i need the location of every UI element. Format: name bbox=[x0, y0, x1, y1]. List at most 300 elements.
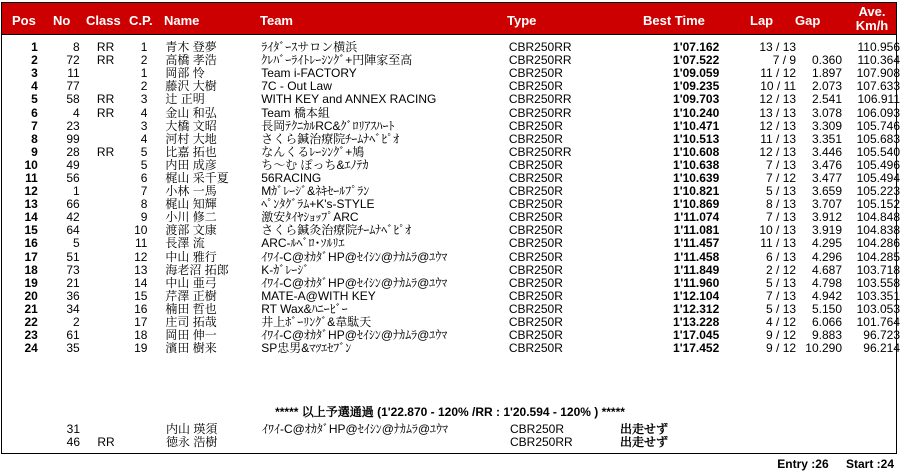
cell-best: 1'10.608 bbox=[673, 145, 720, 159]
cell-cp: 5 bbox=[140, 158, 148, 172]
cell-name: 中山 雅行 bbox=[165, 250, 217, 264]
table-row bbox=[0, 316, 900, 329]
cell-cls bbox=[80, 185, 132, 198]
cell-spacer bbox=[132, 423, 148, 436]
col-gap-header: Gap bbox=[795, 13, 821, 28]
cell-pos: 3 bbox=[31, 67, 38, 81]
cell-name: 梶山 知輝 bbox=[165, 198, 217, 212]
cell-pos: 18 bbox=[24, 263, 38, 277]
cell-spacer bbox=[147, 133, 165, 146]
cell-best: 1'10.240 bbox=[673, 106, 720, 120]
cell-gap: 9.883 bbox=[811, 329, 842, 343]
cell-spacer bbox=[147, 277, 165, 290]
cell-spacer bbox=[147, 224, 165, 237]
cell-cls bbox=[80, 120, 132, 133]
cell-ave: 101.764 bbox=[856, 315, 900, 330]
cell-type: CBR250RR bbox=[508, 145, 572, 159]
cell-cp: 4 bbox=[140, 106, 148, 120]
cell-lap: 7 / 13 bbox=[766, 211, 797, 225]
dns-row bbox=[0, 423, 721, 436]
cell-team: さくら鍼治療院ﾁｰﾑﾅﾍﾞﾋﾟｵ bbox=[261, 132, 400, 146]
cell-type: CBR250R bbox=[508, 171, 563, 185]
cell-spacer bbox=[147, 67, 165, 80]
cell-best: 1'11.074 bbox=[673, 211, 720, 225]
cell-team: ｸﾚﾊﾞｰﾗｲﾄﾚｰｼﾝｸﾞ+円陣家至高 bbox=[261, 54, 413, 68]
cell-no: 46 bbox=[66, 436, 80, 450]
cell-team: Team 橋本組 bbox=[261, 106, 330, 120]
cell-cp: 16 bbox=[134, 302, 148, 316]
cell-gap: 4.295 bbox=[811, 237, 842, 251]
cell-name: 楠田 哲也 bbox=[165, 302, 217, 316]
cell-gap bbox=[796, 41, 842, 54]
cell-no: 35 bbox=[66, 342, 80, 356]
cell-gap: 4.687 bbox=[811, 263, 842, 277]
cell-name: 内田 成彦 bbox=[165, 158, 217, 172]
cell-no: 21 bbox=[66, 276, 80, 290]
cell-team: MATE-A@WITH KEY bbox=[261, 289, 376, 303]
cell-name: 岡田 伸一 bbox=[165, 329, 217, 343]
table-row bbox=[0, 237, 900, 250]
cell-lap: 5 / 13 bbox=[766, 185, 797, 199]
cell-cls bbox=[80, 423, 132, 436]
cell-gap: 3.309 bbox=[811, 119, 842, 133]
cell-best: 1'13.228 bbox=[673, 315, 720, 330]
cell-lap: 4 / 12 bbox=[766, 315, 797, 330]
cell-gap: 3.078 bbox=[811, 106, 842, 120]
table-row bbox=[0, 342, 900, 355]
cell-best: 1'12.312 bbox=[673, 302, 720, 316]
cell-name: 長澤 流 bbox=[165, 237, 205, 251]
start-count: Start :24 bbox=[845, 457, 894, 471]
cell-ave: 105.683 bbox=[856, 132, 900, 146]
cell-cls bbox=[80, 290, 132, 303]
cell-best: 1'10.471 bbox=[673, 119, 720, 133]
cell-cp: 7 bbox=[140, 185, 148, 199]
cell-team: 井上ﾎﾞｰﾘﾝｸﾞ&韋駄天 bbox=[261, 315, 372, 330]
cell-type: CBR250R bbox=[508, 185, 563, 199]
cell-best: 1'17.045 bbox=[673, 329, 720, 343]
cell-cls bbox=[80, 316, 132, 329]
cell-no: 1 bbox=[73, 185, 80, 199]
cell-pos: 22 bbox=[24, 315, 38, 330]
cell-pos: 13 bbox=[24, 198, 38, 212]
col-lap-header: Lap bbox=[750, 13, 774, 28]
col-ave-header: Ave. Km/h bbox=[855, 4, 889, 33]
cell-spacer bbox=[147, 316, 165, 329]
dns-table bbox=[0, 423, 721, 449]
cell-cp: 6 bbox=[140, 171, 148, 185]
cell-ave: 107.908 bbox=[856, 67, 900, 81]
cell-gap: 0.360 bbox=[811, 54, 842, 68]
cell-lap: 6 / 13 bbox=[766, 250, 797, 264]
cell-gap: 3.476 bbox=[811, 158, 842, 172]
cell-pos: 16 bbox=[24, 237, 38, 251]
cell-no: 72 bbox=[66, 54, 80, 68]
cell-ave: 103.718 bbox=[856, 263, 900, 277]
cell-no: 8 bbox=[73, 41, 80, 55]
table-row bbox=[0, 106, 900, 119]
cell-spacer bbox=[147, 290, 165, 303]
cell-no: 66 bbox=[66, 198, 80, 212]
cell-name: 渡部 文康 bbox=[165, 224, 217, 238]
cell-cp: 9 bbox=[140, 211, 148, 225]
cell-type: CBR250R bbox=[510, 423, 565, 437]
cell-spacer bbox=[147, 211, 165, 224]
cell-cls: RR bbox=[96, 41, 115, 55]
qualify-note: ***** 以上予選通過 (1'22.870 - 120% /RR : 1'20.594 - 120% ) ***** bbox=[275, 405, 625, 419]
cell-cp: 12 bbox=[134, 250, 148, 264]
cell-type: CBR250R bbox=[508, 237, 563, 251]
cell-name: 比嘉 拓也 bbox=[165, 145, 217, 159]
table-row bbox=[0, 146, 900, 159]
table-row bbox=[0, 329, 900, 342]
cell-spacer bbox=[147, 172, 165, 185]
cell-best: 1'11.849 bbox=[673, 263, 720, 277]
cell-name: 庄司 拓哉 bbox=[165, 315, 217, 330]
cell-cp: 5 bbox=[140, 145, 148, 159]
cell-no: 42 bbox=[66, 211, 80, 225]
cell-pos: 10 bbox=[24, 158, 38, 172]
cell-gap: 3.446 bbox=[811, 145, 842, 159]
cell-team: ｲﾜｲ-C@ｵｶﾀﾞHP@ｾｲｼﾝ@ﾅｶﾑﾗ@ﾕｳﾏ bbox=[261, 250, 448, 264]
cell-pos: 2 bbox=[31, 54, 38, 68]
cell-pos: 12 bbox=[24, 185, 38, 199]
cell-cls bbox=[80, 133, 132, 146]
cell-team: Mｶﾞﾚｰｼﾞ&ﾈｷｾｰﾙﾌﾟﾗﾝ bbox=[261, 185, 370, 199]
cell-spacer bbox=[147, 80, 165, 93]
cell-best: 1'11.458 bbox=[673, 250, 720, 264]
entry-summary bbox=[763, 457, 894, 471]
cell-cp: 10 bbox=[134, 224, 148, 238]
cell-cls bbox=[80, 342, 132, 355]
cell-no: 2 bbox=[73, 315, 80, 330]
cell-type: CBR250R bbox=[508, 224, 563, 238]
cell-spacer bbox=[147, 303, 165, 316]
cell-no: 99 bbox=[66, 132, 80, 146]
cell-cp: 19 bbox=[134, 342, 148, 356]
cell-ave: 103.558 bbox=[856, 276, 900, 290]
cell-team: ARC-ﾙﾍﾞﾛ･ｿﾙﾘｴ bbox=[261, 237, 345, 251]
col-name-header: Name bbox=[164, 13, 200, 28]
cell-cls bbox=[80, 198, 132, 211]
cell-lap: 11 / 13 bbox=[760, 132, 797, 146]
cell-lap: 10 / 11 bbox=[760, 80, 797, 94]
cell-lap: 7 / 13 bbox=[766, 289, 797, 303]
cell-no: 64 bbox=[66, 224, 80, 238]
cell-no: 73 bbox=[66, 263, 80, 277]
cell-pos: 24 bbox=[24, 342, 38, 356]
cell-best: 1'17.452 bbox=[673, 342, 720, 356]
table-row bbox=[0, 54, 900, 67]
cell-no: 49 bbox=[66, 158, 80, 172]
cell-best: 1'11.081 bbox=[673, 224, 720, 238]
cell-pos: 19 bbox=[24, 276, 38, 290]
cell-pos: 1 bbox=[31, 41, 38, 55]
col-pos-header: Pos bbox=[12, 13, 36, 28]
cell-ave: 104.286 bbox=[856, 237, 900, 251]
cell-gap: 5.150 bbox=[811, 302, 842, 316]
cell-no: 51 bbox=[66, 250, 80, 264]
col-cp-header: C.P. bbox=[129, 13, 153, 28]
col-best-header: Best Time bbox=[643, 13, 705, 28]
cell-cls bbox=[80, 67, 132, 80]
cell-no: 11 bbox=[67, 67, 80, 81]
cell-name: 藤沢 大樹 bbox=[165, 80, 217, 94]
cell-gap: 4.296 bbox=[811, 250, 842, 264]
cell-type: CBR250R bbox=[508, 315, 563, 330]
cell-cp: 15 bbox=[134, 289, 148, 303]
cell-cls bbox=[80, 251, 132, 264]
cell-no: 56 bbox=[66, 171, 80, 185]
results-table bbox=[0, 41, 900, 355]
cell-ave: 103.053 bbox=[856, 302, 900, 316]
cell-pos: 8 bbox=[31, 132, 38, 146]
cell-name: 徳永 浩樹 bbox=[166, 436, 218, 450]
cell-ave: 106.911 bbox=[857, 93, 900, 107]
cell-type: CBR250R bbox=[508, 302, 563, 316]
cell-type: CBR250RR bbox=[508, 54, 572, 68]
cell-type: CBR250RR bbox=[510, 436, 573, 450]
cell-cp: 1 bbox=[140, 67, 148, 81]
cell-spacer bbox=[0, 423, 38, 436]
cell-cp: 8 bbox=[140, 198, 148, 212]
cell-team: なんくるﾚｰｼﾝｸﾞ+鳩 bbox=[261, 145, 365, 159]
col-type-header: Type bbox=[507, 13, 537, 28]
cell-no: 77 bbox=[66, 80, 80, 94]
cell-lap: 7 / 13 bbox=[766, 158, 797, 172]
cell-cp: 14 bbox=[134, 276, 148, 290]
cell-cp: 13 bbox=[134, 263, 148, 277]
cell-type: CBR250R bbox=[508, 132, 563, 146]
cell-type: CBR250R bbox=[508, 67, 563, 81]
cell-cp: 18 bbox=[134, 329, 148, 343]
cell-team: 7C - Out Law bbox=[261, 80, 332, 94]
table-row bbox=[0, 211, 900, 224]
col-no-header: No bbox=[53, 13, 71, 28]
cell-name: 高橋 孝浩 bbox=[165, 54, 217, 68]
table-row bbox=[0, 80, 900, 93]
cell-no: 58 bbox=[66, 93, 80, 107]
cell-team: ﾗｲﾀﾞｰｽサロン横浜 bbox=[261, 41, 358, 55]
cell-ave: 106.093 bbox=[856, 106, 900, 120]
cell-cp: 3 bbox=[140, 119, 148, 133]
cell-lap: 12 / 13 bbox=[759, 145, 797, 159]
cell-gap: 1.897 bbox=[811, 67, 842, 81]
dns-row bbox=[0, 436, 721, 449]
cell-cp: 3 bbox=[140, 93, 148, 107]
cell-gap: 4.942 bbox=[811, 289, 842, 303]
cell-type: CBR250R bbox=[508, 250, 563, 264]
cell-ave: 105.540 bbox=[856, 145, 900, 159]
cell-cp: 11 bbox=[135, 237, 148, 251]
cell-gap: 2.073 bbox=[811, 80, 842, 94]
cell-type: CBR250R bbox=[508, 119, 563, 133]
cell-lap: 8 / 13 bbox=[766, 198, 797, 212]
cell-no: 34 bbox=[66, 302, 80, 316]
cell-best: 1'11.960 bbox=[673, 276, 720, 290]
cell-cls: RR bbox=[97, 436, 115, 450]
cell-spacer bbox=[147, 329, 165, 342]
cell-lap: 10 / 13 bbox=[759, 224, 797, 238]
cell-team: ｲﾜｲ-C@ｵｶﾀﾞHP@ｾｲｼﾝ@ﾅｶﾑﾗ@ﾕｳﾏ bbox=[262, 423, 449, 437]
table-row bbox=[0, 198, 900, 211]
cell-type: CBR250R bbox=[508, 342, 563, 356]
cell-type: CBR250R bbox=[508, 80, 563, 94]
cell-spacer bbox=[147, 237, 165, 250]
cell-cls bbox=[80, 329, 132, 342]
cell-pos: 23 bbox=[24, 329, 38, 343]
cell-type: CBR250R bbox=[508, 198, 563, 212]
cell-cls bbox=[80, 80, 132, 93]
cell-team: 激安ﾀｲﾔｼｮｯﾌﾟARC bbox=[261, 211, 359, 225]
cell-pos: 15 bbox=[24, 224, 38, 238]
cell-best: 1'07.522 bbox=[673, 54, 720, 68]
table-row bbox=[0, 277, 900, 290]
cell-name: 内山 瑛須 bbox=[166, 423, 218, 437]
cell-cp: 17 bbox=[134, 315, 148, 330]
cell-spacer bbox=[148, 423, 166, 436]
cell-name: 濱田 樹来 bbox=[165, 342, 217, 356]
cell-best: 1'10.821 bbox=[673, 185, 720, 199]
cell-spacer bbox=[147, 198, 165, 211]
table-row bbox=[0, 172, 900, 185]
cell-pos: 21 bbox=[24, 302, 38, 316]
cell-name: 中山 亜弓 bbox=[165, 276, 217, 290]
cell-spacer bbox=[132, 436, 148, 449]
col-class-header: Class bbox=[86, 13, 121, 28]
cell-gap: 3.351 bbox=[811, 132, 842, 146]
cell-ave: 107.633 bbox=[856, 80, 900, 94]
cell-lap: 2 / 12 bbox=[766, 263, 797, 277]
cell-type: CBR250R bbox=[508, 211, 563, 225]
cell-gap: 3.912 bbox=[811, 211, 842, 225]
cell-no: 5 bbox=[73, 237, 80, 251]
cell-cls: RR bbox=[96, 145, 115, 159]
cell-ave: 110.364 bbox=[857, 54, 900, 68]
cell-best: 1'09.235 bbox=[673, 80, 720, 94]
cell-best: 1'10.513 bbox=[673, 132, 720, 146]
cell-best: 1'12.104 bbox=[673, 289, 720, 303]
cell-ave: 104.285 bbox=[856, 250, 900, 264]
cell-spacer bbox=[147, 54, 165, 67]
cell-type: CBR250RR bbox=[508, 106, 572, 120]
cell-ave: 105.746 bbox=[856, 119, 900, 133]
cell-spacer bbox=[147, 159, 165, 172]
cell-spacer bbox=[147, 93, 165, 106]
table-row bbox=[0, 185, 900, 198]
cell-spacer bbox=[0, 436, 38, 449]
cell-pos: 20 bbox=[24, 289, 38, 303]
cell-type: CBR250R bbox=[508, 276, 563, 290]
cell-gap: 3.659 bbox=[811, 185, 842, 199]
cell-status: 出走せず bbox=[620, 423, 669, 437]
table-row bbox=[0, 290, 900, 303]
table-row bbox=[0, 224, 900, 237]
cell-pos: 11 bbox=[25, 171, 38, 185]
cell-no: 61 bbox=[66, 329, 80, 343]
cell-lap: 9 / 12 bbox=[766, 329, 797, 343]
cell-lap: 11 / 13 bbox=[760, 237, 797, 251]
cell-lap: 7 / 9 bbox=[772, 54, 797, 68]
cell-spacer bbox=[147, 41, 165, 54]
cell-cls bbox=[80, 303, 132, 316]
cell-type: CBR250R bbox=[508, 289, 563, 303]
cell-best: 1'10.639 bbox=[673, 171, 720, 185]
cell-team: WITH KEY and ANNEX RACING bbox=[261, 93, 437, 107]
cell-spacer bbox=[148, 436, 166, 449]
cell-name: 河村 大地 bbox=[165, 132, 217, 146]
cell-type: CBR250R bbox=[508, 158, 563, 172]
cell-cls bbox=[80, 224, 132, 237]
cell-no: 4 bbox=[73, 106, 80, 120]
cell-gap: 6.066 bbox=[811, 315, 842, 330]
table-row bbox=[0, 67, 900, 80]
cell-team: ｲﾜｲ-C@ｵｶﾀﾞHP@ｾｲｼﾝ@ﾅｶﾑﾗ@ﾕｳﾏ bbox=[261, 276, 448, 290]
cell-team bbox=[262, 436, 510, 449]
cell-team: さくら鍼灸治療院ﾁｰﾑﾅﾍﾞﾋﾟｵ bbox=[261, 224, 412, 238]
cell-best: 1'09.703 bbox=[673, 93, 720, 107]
cell-pos: 14 bbox=[24, 211, 38, 225]
cell-type: CBR250R bbox=[508, 329, 563, 343]
cell-spacer bbox=[147, 251, 165, 264]
cell-cp: 4 bbox=[140, 132, 148, 146]
cell-team: 56RACING bbox=[261, 171, 322, 185]
cell-name: 芹澤 正樹 bbox=[165, 289, 217, 303]
cell-ave: 105.152 bbox=[856, 198, 900, 212]
cell-best: 1'07.162 bbox=[673, 41, 720, 55]
cell-name: 小川 修二 bbox=[165, 211, 217, 225]
col-team-header: Team bbox=[260, 13, 293, 28]
table-row bbox=[0, 120, 900, 133]
cell-ave: 104.848 bbox=[856, 211, 900, 225]
cell-team: SP忠男&ﾏﾂｴｾﾌﾞﾝ bbox=[261, 342, 352, 356]
cell-team: ｲﾜｲ-C@ｵｶﾀﾞHP@ｾｲｼﾝ@ﾅｶﾑﾗ@ﾕｳﾏ bbox=[261, 329, 448, 343]
entry-count: Entry :26 bbox=[777, 457, 829, 471]
cell-team: K-ｶﾞﾚｰｼﾞ bbox=[261, 263, 310, 277]
cell-type: CBR250R bbox=[508, 263, 563, 277]
cell-pos: 7 bbox=[31, 119, 38, 133]
cell-status: 出走せず bbox=[620, 436, 669, 450]
cell-pos: 4 bbox=[31, 80, 38, 94]
table-row bbox=[0, 159, 900, 172]
cell-pos: 6 bbox=[31, 106, 38, 120]
cell-spacer bbox=[147, 264, 165, 277]
cell-ave: 96.214 bbox=[863, 342, 900, 356]
cell-name: 梶山 采千夏 bbox=[165, 171, 229, 185]
cell-pos: 9 bbox=[31, 145, 38, 159]
cell-cls bbox=[80, 211, 132, 224]
table-row bbox=[0, 303, 900, 316]
cell-best: 1'09.059 bbox=[673, 67, 720, 81]
cell-cp: 1 bbox=[140, 41, 148, 55]
cell-name: 岡部 怜 bbox=[165, 67, 205, 81]
cell-cp: 2 bbox=[140, 80, 148, 94]
cell-gap: 3.707 bbox=[811, 198, 842, 212]
cell-cls: RR bbox=[96, 93, 115, 107]
table-row bbox=[0, 264, 900, 277]
cell-lap: 12 / 13 bbox=[759, 93, 797, 107]
table-row bbox=[0, 93, 900, 106]
cell-ave: 96.723 bbox=[863, 329, 900, 343]
cell-cls bbox=[80, 159, 132, 172]
cell-spacer bbox=[147, 342, 165, 355]
cell-lap: 12 / 13 bbox=[759, 119, 797, 133]
cell-spacer bbox=[147, 185, 165, 198]
cell-lap: 5 / 13 bbox=[766, 302, 797, 316]
cell-cls bbox=[80, 277, 132, 290]
cell-team: ﾍﾟﾝﾀｸﾞﾗﾑ+K's-STYLE bbox=[261, 198, 375, 212]
cell-no: 31 bbox=[66, 423, 80, 437]
